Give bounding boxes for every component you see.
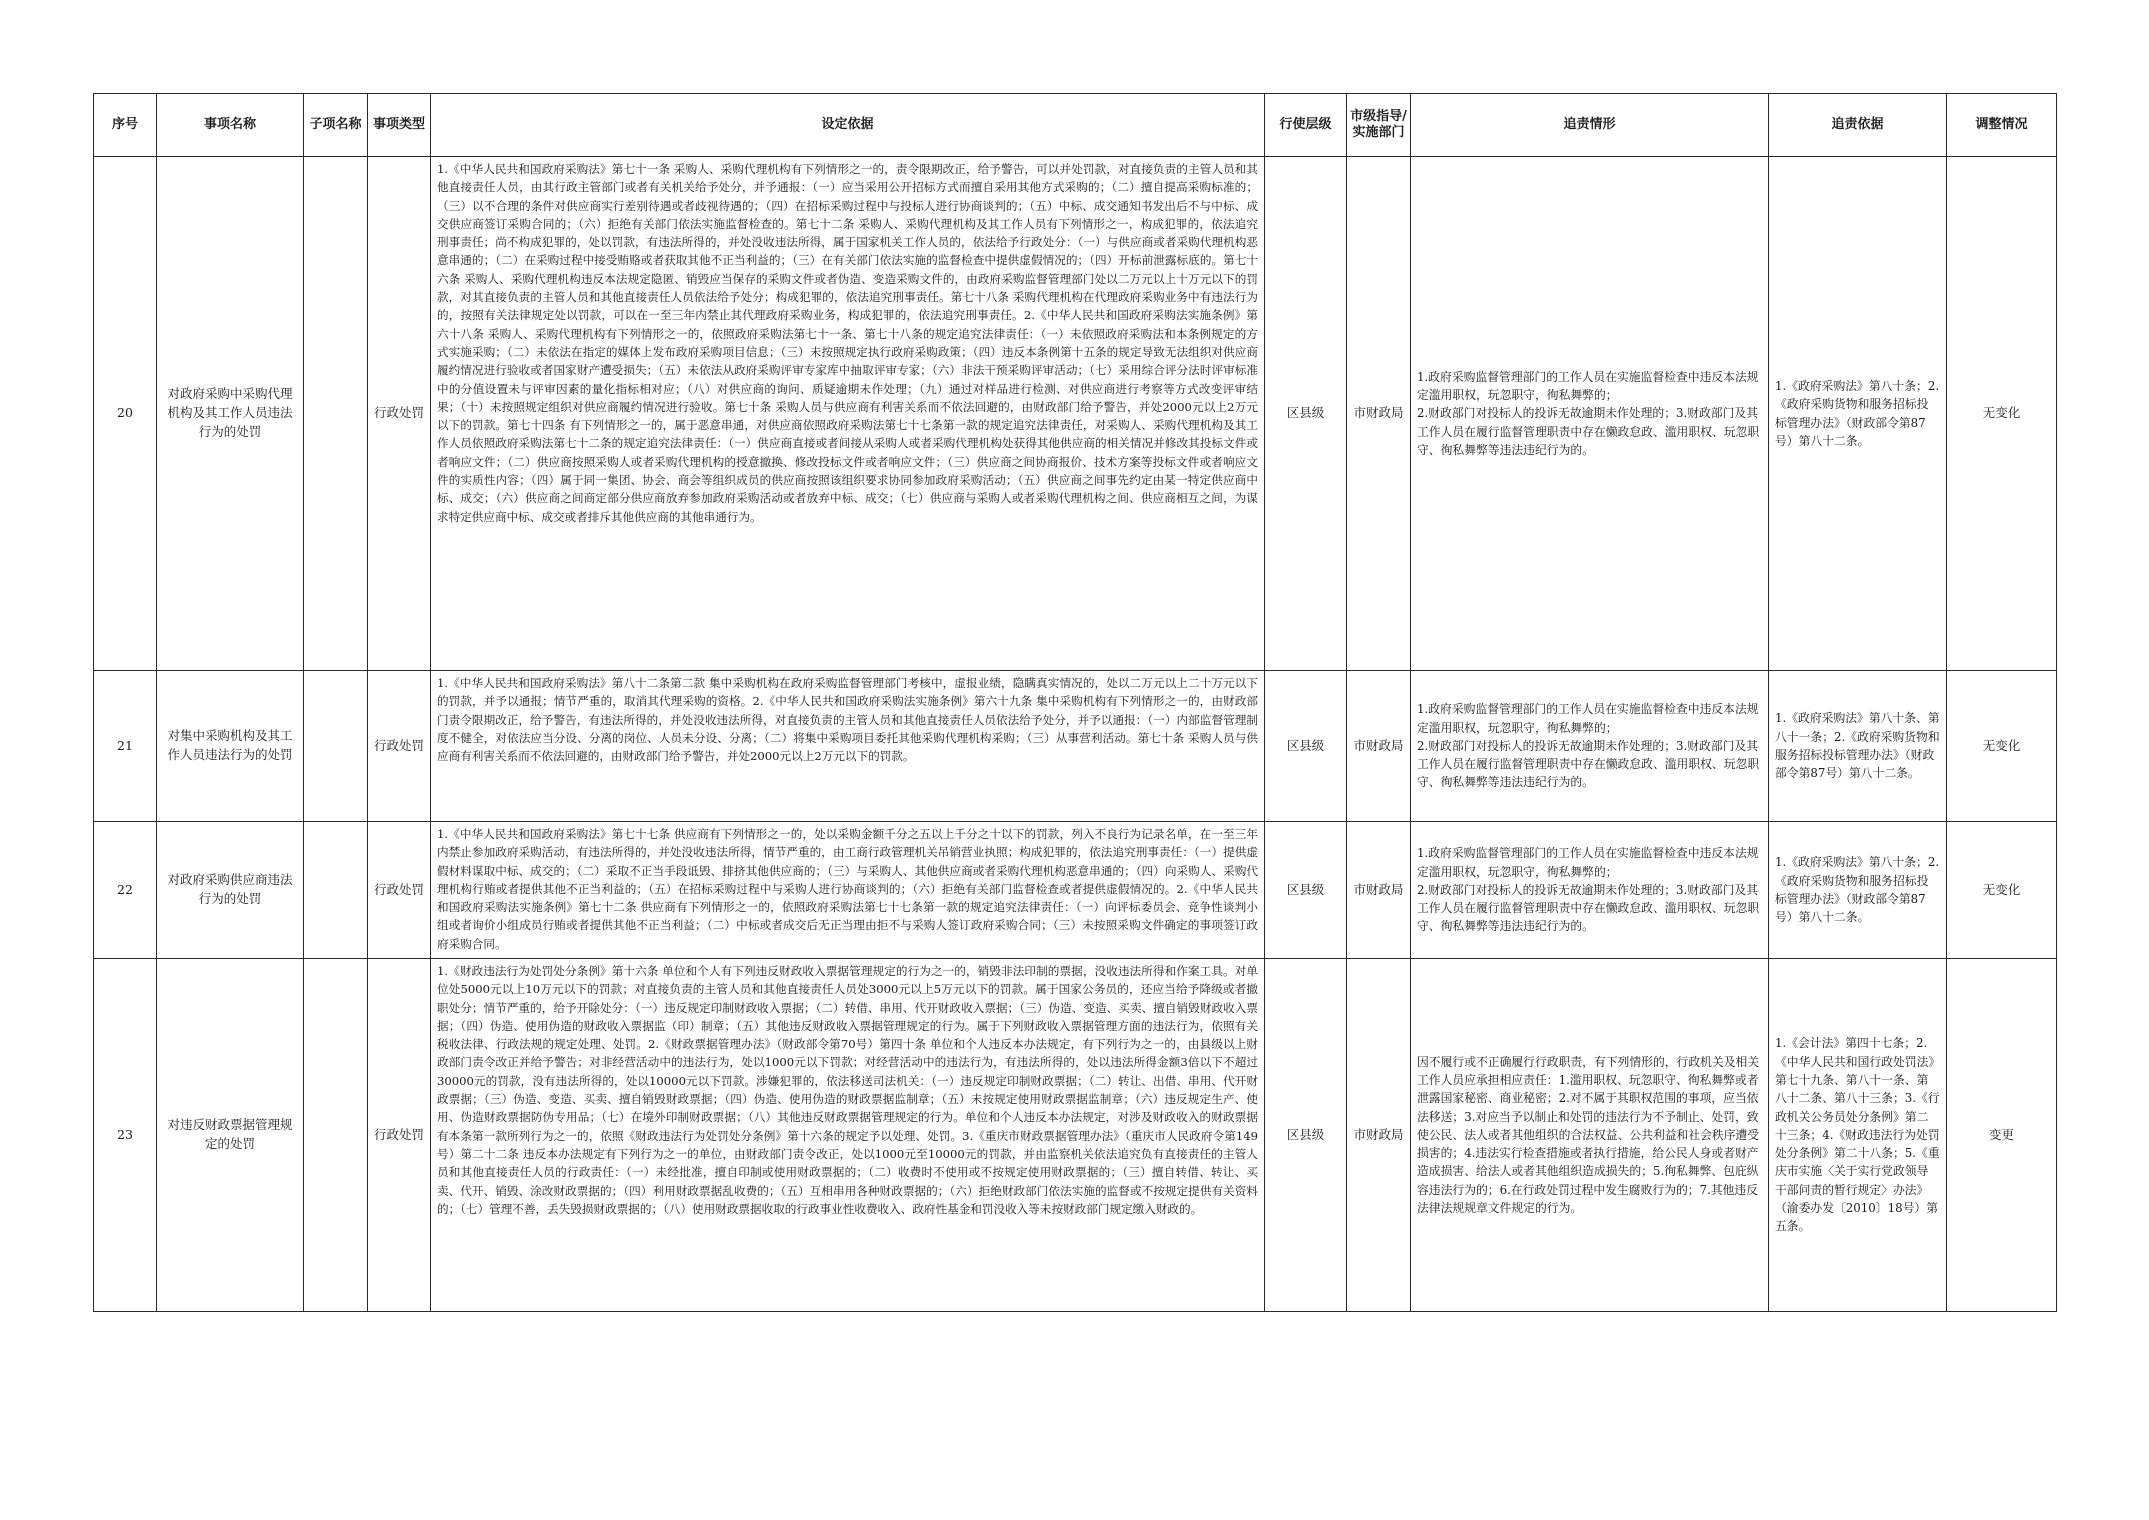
cell-resp: 1.政府采购监督管理部门的工作人员在实施监督检查中违反本法规定滥用职权，玩忽职守，徇私舞弊的； 2.财政部门对投标人的投诉无故逾期未作处理的；3.财政部门及其工作人员在履行监督管理职责中存在懒政怠政、滥用职权、玩忽职守、徇私舞弊等违法违纪行为的。: [1411, 822, 1769, 959]
cell-dept: 市财政局: [1347, 822, 1411, 959]
cell-dept: 市财政局: [1347, 157, 1411, 671]
cell-level: 区县级: [1265, 157, 1347, 671]
cell-type: 行政处罚: [368, 157, 431, 671]
cell-seq: 22: [94, 822, 157, 959]
cell-adjust: 无变化: [1947, 157, 2057, 671]
cell-resp: 1.政府采购监督管理部门的工作人员在实施监督检查中违反本法规定滥用职权，玩忽职守，徇私舞弊的； 2.财政部门对投标人的投诉无故逾期未作处理的；3.财政部门及其工作人员在履行监督管理职责中存在懒政怠政、滥用职权、玩忽职守、徇私舞弊等违法违纪行为的。: [1411, 157, 1769, 671]
table-row: [94, 671, 2057, 822]
header-seq: 序号: [94, 94, 157, 157]
cell-name: 对政府采购中采购代理机构及其工作人员违法行为的处罚: [157, 157, 304, 671]
cell-type: 行政处罚: [368, 671, 431, 822]
header-adjust: 调整情况: [1947, 94, 2057, 157]
cell-sub: [304, 671, 368, 822]
cell-resp: 1.政府采购监督管理部门的工作人员在实施监督检查中违反本法规定滥用职权，玩忽职守，徇私舞弊的； 2.财政部门对投标人的投诉无故逾期未作处理的；3.财政部门及其工作人员在履行监督管理职责中存在懒政怠政、滥用职权、玩忽职守、徇私舞弊等违法违纪行为的。: [1411, 671, 1769, 822]
cell-basis: 1.《财政违法行为处罚处分条例》第十六条 单位和个人有下列违反财政收入票据管理规定的行为之一的，销毁非法印制的票据，没收违法所得和作案工具。对单位处5000元以上10万元以下的罚款；对直接负责的主管人员和其他直接责任人员处3000元以上5万元以下的罚款。属于国家公务员的，还应当给予降级或者撤职处分；情节严重的，给予开除处分：（一）违反规定印制财政收入票据；（二）转借、串用、代开财政收入票据；（三）伪造、变造、买卖、擅自销毁财政收入票据；（四）伪造、使用伪造的财政收入票据监（印）制章；（五）其他违反财政收入票据管理规定的行为。属于下列财政收入票据管理方面的违法行为，依照有关税收法律、行政法规的规定处理、处罚。2.《财政票据管理办法》（财政部令第70号）第四十条 单位和个人违反本办法规定，有下列行为之一的，由县级以上财政部门责令改正并给予警告；对非经营活动中的违法行为，处以1000元以下罚款；对经营活动中的违法行为，有违法所得的，处以违法所得金额3倍以下不超过30000元的罚款，没有违法所得的，处以10000元以下罚款。涉嫌犯罪的，依法移送司法机关：（一）违反规定印制财政票据；（二）转让、出借、串用、代开财政票据；（三）伪造、变造、买卖、擅自销毁财政票据；（四）伪造、使用伪造的财政票据监制章；（五）未按规定使用财政票据监制章；（六）违反规定生产、使用、伪造财政票据防伪专用品；（七）在境外印制财政票据；（八）其他违反财政票据管理规定的行为。单位和个人违反本办法规定，对涉及财政收入的财政票据有本条第一款所列行为之一的，依照《财政违法行为处罚处分条例》第十六条的规定予以处理、处罚。3.《重庆市财政票据管理办法》（重庆市人民政府令第149号）第二十二条 违反本办法规定有下列行为之一的单位，由财政部门责令改正，处以1000元至10000元的罚款，并由监察机关依法追究负有直接责任的主管人员和其他直接责任人员的行政责任：（一）未经批准，擅自印制或使用财政票据的；（二）收费时不使用或不按规定使用财政票据的；（三）擅自转借、转让、买卖、代开、销毁、涂改财政票据的；（四）利用财政票据乱收费的；（五）互相串用各种财政票据的；（六）拒绝财政部门依法实施的监督或不按规定提供有关资料的；（七）管理不善，丢失毁损财政票据的；（八）使用财政票据收取的行政事业性收费收入、政府性基金和罚没收入等未按财政部门规定缴入财政的。: [431, 959, 1265, 1312]
header-resp-basis: 追责依据: [1769, 94, 1947, 157]
header-sub: 子项名称: [304, 94, 368, 157]
header-basis: 设定依据: [431, 94, 1265, 157]
cell-resp-basis: 1.《政府采购法》第八十条；2.《政府采购货物和服务招标投标管理办法》（财政部令第87号）第八十二条。: [1769, 157, 1947, 671]
cell-name: 对违反财政票据管理规定的处罚: [157, 959, 304, 1312]
cell-level: 区县级: [1265, 959, 1347, 1312]
cell-resp-basis: 1.《政府采购法》第八十条、第八十一条；2.《政府采购货物和服务招标投标管理办法》（财政部令第87号）第八十二条。: [1769, 671, 1947, 822]
cell-type: 行政处罚: [368, 959, 431, 1312]
cell-type: 行政处罚: [368, 822, 431, 959]
cell-resp-basis: 1.《政府采购法》第八十条；2.《政府采购货物和服务招标投标管理办法》（财政部令第87号）第八十二条。: [1769, 822, 1947, 959]
header-row: [94, 94, 2057, 157]
cell-seq: 21: [94, 671, 157, 822]
header-name: 事项名称: [157, 94, 304, 157]
cell-basis: 1.《中华人民共和国政府采购法》第八十二条第二款 集中采购机构在政府采购监督管理部门考核中，虚报业绩，隐瞒真实情况的，处以二万元以上二十万元以下的罚款，并予以通报；情节严重的，取消其代理采购的资格。2.《中华人民共和国政府采购法实施条例》第六十九条 集中采购机构有下列情形之一的，由财政部门责令限期改正，给予警告，有违法所得的，并处没收违法所得，对直接负责的主管人员和其他直接责任人员依法给予处分，并予以通报：（一）内部监督管理制度不健全，对依法应当分设、分离的岗位、人员未分设、分离；（二）将集中采购项目委托其他采购代理机构采购；（三）从事营利活动。第七十条 采购人员与供应商有利害关系而不依法回避的，由财政部门给予警告，并处2000元以上2万元以下的罚款。: [431, 671, 1265, 822]
cell-level: 区县级: [1265, 822, 1347, 959]
cell-adjust: 变更: [1947, 959, 2057, 1312]
header-type: 事项类型: [368, 94, 431, 157]
cell-sub: [304, 822, 368, 959]
header-level: 行使层级: [1265, 94, 1347, 157]
cell-sub: [304, 157, 368, 671]
item-table: [93, 93, 2057, 1312]
table-row: [94, 157, 2057, 671]
cell-name: 对集中采购机构及其工作人员违法行为的处罚: [157, 671, 304, 822]
cell-sub: [304, 959, 368, 1312]
cell-adjust: 无变化: [1947, 822, 2057, 959]
cell-basis: 1.《中华人民共和国政府采购法》第七十七条 供应商有下列情形之一的，处以采购金额千分之五以上千分之十以下的罚款，列入不良行为记录名单，在一至三年内禁止参加政府采购活动，有违法所得的，并处没收违法所得，情节严重的，由工商行政管理机关吊销营业执照；构成犯罪的，依法追究刑事责任：（一）提供虚假材料谋取中标、成交的；（二）采取不正当手段诋毁、排挤其他供应商的；（三）与采购人、其他供应商或者采购代理机构恶意串通的；（四）向采购人、采购代理机构行贿或者提供其他不正当利益的；（五）在招标采购过程中与采购人进行协商谈判的；（六）拒绝有关部门监督检查或者提供虚假情况的。2.《中华人民共和国政府采购法实施条例》第七十二条 供应商有下列情形之一的，依照政府采购法第七十七条第一款的规定追究法律责任：（一）向评标委员会、竞争性谈判小组或者询价小组成员行贿或者提供其他不正当利益；（二）中标或者成交后无正当理由拒不与采购人签订政府采购合同；（三）未按照采购文件确定的事项签订政府采购合同。: [431, 822, 1265, 959]
cell-level: 区县级: [1265, 671, 1347, 822]
cell-seq: 23: [94, 959, 157, 1312]
header-resp: 追责情形: [1411, 94, 1769, 157]
cell-basis: 1.《中华人民共和国政府采购法》第七十一条 采购人、采购代理机构有下列情形之一的，责令限期改正，给予警告，可以并处罚款，对直接负责的主管人员和其他直接责任人员，由其行政主管部门或者有关机关给予处分，并予通报：（一）应当采用公开招标方式而擅自采用其他方式采购的；（二）擅自提高采购标准的；（三）以不合理的条件对供应商实行差别待遇或者歧视待遇的；（四）在招标采购过程中与投标人进行协商谈判的；（五）中标、成交通知书发出后不与中标、成交供应商签订采购合同的；（六）拒绝有关部门依法实施监督检查的。第七十二条 采购人、采购代理机构及其工作人员有下列情形之一，构成犯罪的，依法追究刑事责任；尚不构成犯罪的，处以罚款，有违法所得的，并处没收违法所得，属于国家机关工作人员的，依法给予行政处分：（一）与供应商或者采购代理机构恶意串通的；（二）在采购过程中接受贿赂或者获取其他不正当利益的；（三）在有关部门依法实施的监督检查中提供虚假情况的；（四）开标前泄露标底的。第七十六条 采购人、采购代理机构违反本法规定隐匿、销毁应当保存的采购文件或者伪造、变造采购文件的，由政府采购监督管理部门处以二万元以上十万元以下的罚款，对其直接负责的主管人员和其他直接责任人员依法给予处分；构成犯罪的，依法追究刑事责任。第七十八条 采购代理机构在代理政府采购业务中有违法行为的，按照有关法律规定处以罚款，可以在一至三年内禁止其代理政府采购业务，构成犯罪的，依法追究刑事责任。2.《中华人民共和国政府采购法实施条例》第六十八条 采购人、采购代理机构有下列情形之一的，依照政府采购法第七十一条、第七十八条的规定追究法律责任：（一）未依照政府采购法和本条例规定的方式实施采购；（二）未依法在指定的媒体上发布政府采购项目信息；（三）未按照规定执行政府采购政策；（四）违反本条例第十五条的规定导致无法组织对供应商履约情况进行验收或者国家财产遭受损失；（五）未依法从政府采购评审专家库中抽取评审专家；（六）非法干预采购评审活动；（七）采用综合评分法时评审标准中的分值设置未与评审因素的量化指标相对应；（八）对供应商的询问、质疑逾期未作处理；（九）通过对样品进行检测、对供应商进行考察等方式改变评审结果；（十）未按照规定组织对供应商履约情况进行验收。第七十条 采购人员与供应商有利害关系而不依法回避的，由财政部门给予警告，并处2000元以上2万元以下的罚款。第七十四条 有下列情形之一的，属于恶意串通，对供应商依照政府采购法第七十七条第一款的规定追究法律责任，对采购人、采购代理机构及其工作人员依照政府采购法第七十二条的规定追究法律责任：（一）供应商直接或者间接从采购人或者采购代理机构处获得其他供应商的相关情况并修改其投标文件或者响应文件；（二）供应商按照采购人或者采购代理机构的授意撤换、修改投标文件或者响应文件；（三）供应商之间协商报价、技术方案等投标文件或者响应文件的实质性内容；（四）属于同一集团、协会、商会等组织成员的供应商按照该组织要求协同参加政府采购活动；（五）供应商之间事先约定由某一特定供应商中标、成交；（六）供应商之间商定部分供应商放弃参加政府采购活动或者放弃中标、成交；（七）供应商与采购人或者采购代理机构之间、供应商相互之间，为谋求特定供应商中标、成交或者排斥其他供应商的其他串通行为。: [431, 157, 1265, 671]
header-dept: 市级指导/实施部门: [1347, 94, 1411, 157]
cell-resp: 因不履行或不正确履行行政职责，有下列情形的，行政机关及相关工作人员应承担相应责任：1.滥用职权、玩忽职守、徇私舞弊或者泄露国家秘密、商业秘密；2.对不属于其职权范围的事项，应当依法移送；3.对应当予以制止和处罚的违法行为不予制止、处罚，致使公民、法人或者其他组织的合法权益、公共利益和社会秩序遭受损害的；4.违法实行检查措施或者执行措施，给公民人身或者财产造成损害、给法人或者其他组织造成损失的；5.徇私舞弊、包庇纵容违法行为的；6.在行政处罚过程中发生腐败行为的；7.其他违反法律法规规章文件规定的行为。: [1411, 959, 1769, 1312]
cell-seq: 20: [94, 157, 157, 671]
table-row: [94, 822, 2057, 959]
cell-adjust: 无变化: [1947, 671, 2057, 822]
cell-resp-basis: 1.《会计法》第四十七条；2.《中华人民共和国行政处罚法》第七十九条、第八十一条、第八十二条、第八十三条；3.《行政机关公务员处分条例》第二十三条；4.《财政违法行为处罚处分条例》第二十八条；5.《重庆市实施〈关于实行党政领导干部问责的暂行规定〉办法》（渝委办发〔2010〕18号）第五条。: [1769, 959, 1947, 1312]
table-row: [94, 959, 2057, 1312]
cell-dept: 市财政局: [1347, 959, 1411, 1312]
cell-name: 对政府采购供应商违法行为的处罚: [157, 822, 304, 959]
cell-dept: 市财政局: [1347, 671, 1411, 822]
